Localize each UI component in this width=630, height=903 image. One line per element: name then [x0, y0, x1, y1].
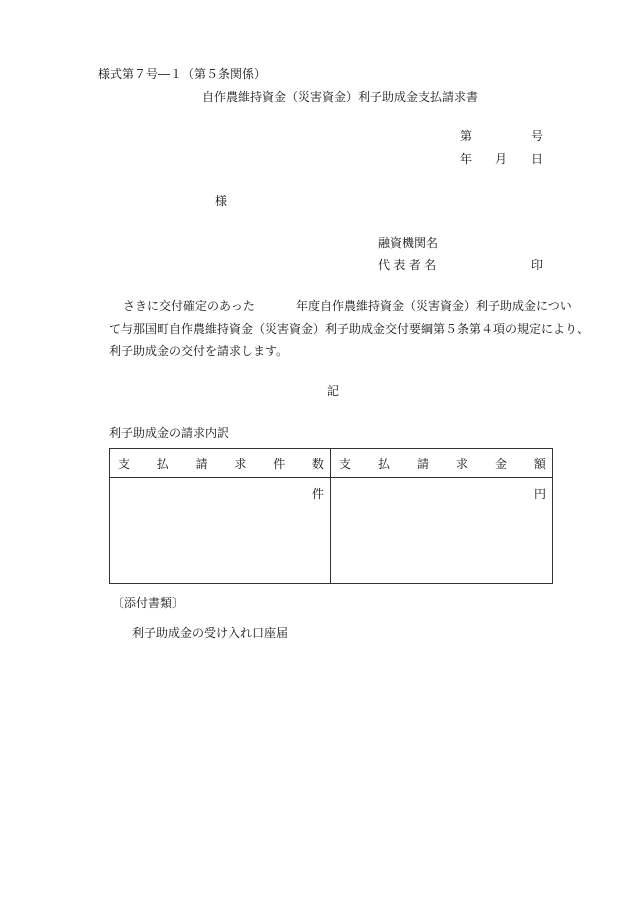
header-char: 金: [494, 457, 507, 471]
date-year-label: 年: [460, 152, 473, 166]
count-value-cell[interactable]: [110, 477, 331, 584]
attachment-item: 利子助成金の受け入れ口座届: [132, 626, 289, 640]
breakdown-title: 利子助成金の請求内訳: [109, 426, 230, 440]
date-month-label: 月: [495, 152, 508, 166]
header-char: 求: [234, 457, 247, 471]
table-body-row: [110, 477, 552, 584]
addressee-honorific: 様: [215, 194, 228, 208]
number-suffix: 号: [531, 129, 544, 143]
date-day-label: 日: [531, 152, 544, 166]
header-char: 額: [533, 457, 546, 471]
claim-table: [109, 448, 553, 584]
header-cell-amount: [331, 449, 552, 477]
header-amount-text: [339, 455, 546, 472]
amount-unit: 円: [533, 487, 546, 501]
header-char: 払: [156, 457, 169, 471]
header-char: 求: [455, 457, 468, 471]
institution-label: 融資機関名: [378, 236, 439, 250]
header-char: 数: [311, 457, 324, 471]
attachments-label: 〔添付書類〕: [112, 596, 185, 610]
count-unit: 件: [311, 487, 324, 501]
ki-heading: 記: [327, 384, 340, 398]
form-number-label: 様式第７号―１（第５条関係）: [98, 67, 267, 81]
seal-mark: 印: [531, 258, 544, 272]
header-char: 請: [416, 457, 429, 471]
body-line-1b: 年度自作農維持資金（災害資金）利子助成金につい: [296, 299, 572, 313]
header-char: 支: [118, 457, 131, 471]
number-prefix: 第: [460, 129, 473, 143]
header-char: 請: [195, 457, 208, 471]
header-char: 件: [273, 457, 286, 471]
header-char: 支: [339, 457, 352, 471]
amount-value-cell[interactable]: [331, 477, 552, 584]
document-title: 自作農維持資金（災害資金）利子助成金支払請求書: [202, 90, 479, 104]
body-line-3: 利子助成金の交付を請求します。: [109, 344, 289, 358]
table-header-row: [110, 449, 552, 478]
header-cell-count: [110, 449, 331, 477]
header-char: 払: [377, 457, 390, 471]
representative-label: 代表者名: [378, 258, 440, 272]
header-count-text: [118, 455, 324, 472]
body-line-2: て与那国町自作農維持資金（災害資金）利子助成金交付要綱第５条第４項の規定により、: [109, 322, 590, 336]
body-line-1a: さきに交付確定のあった: [123, 299, 255, 313]
